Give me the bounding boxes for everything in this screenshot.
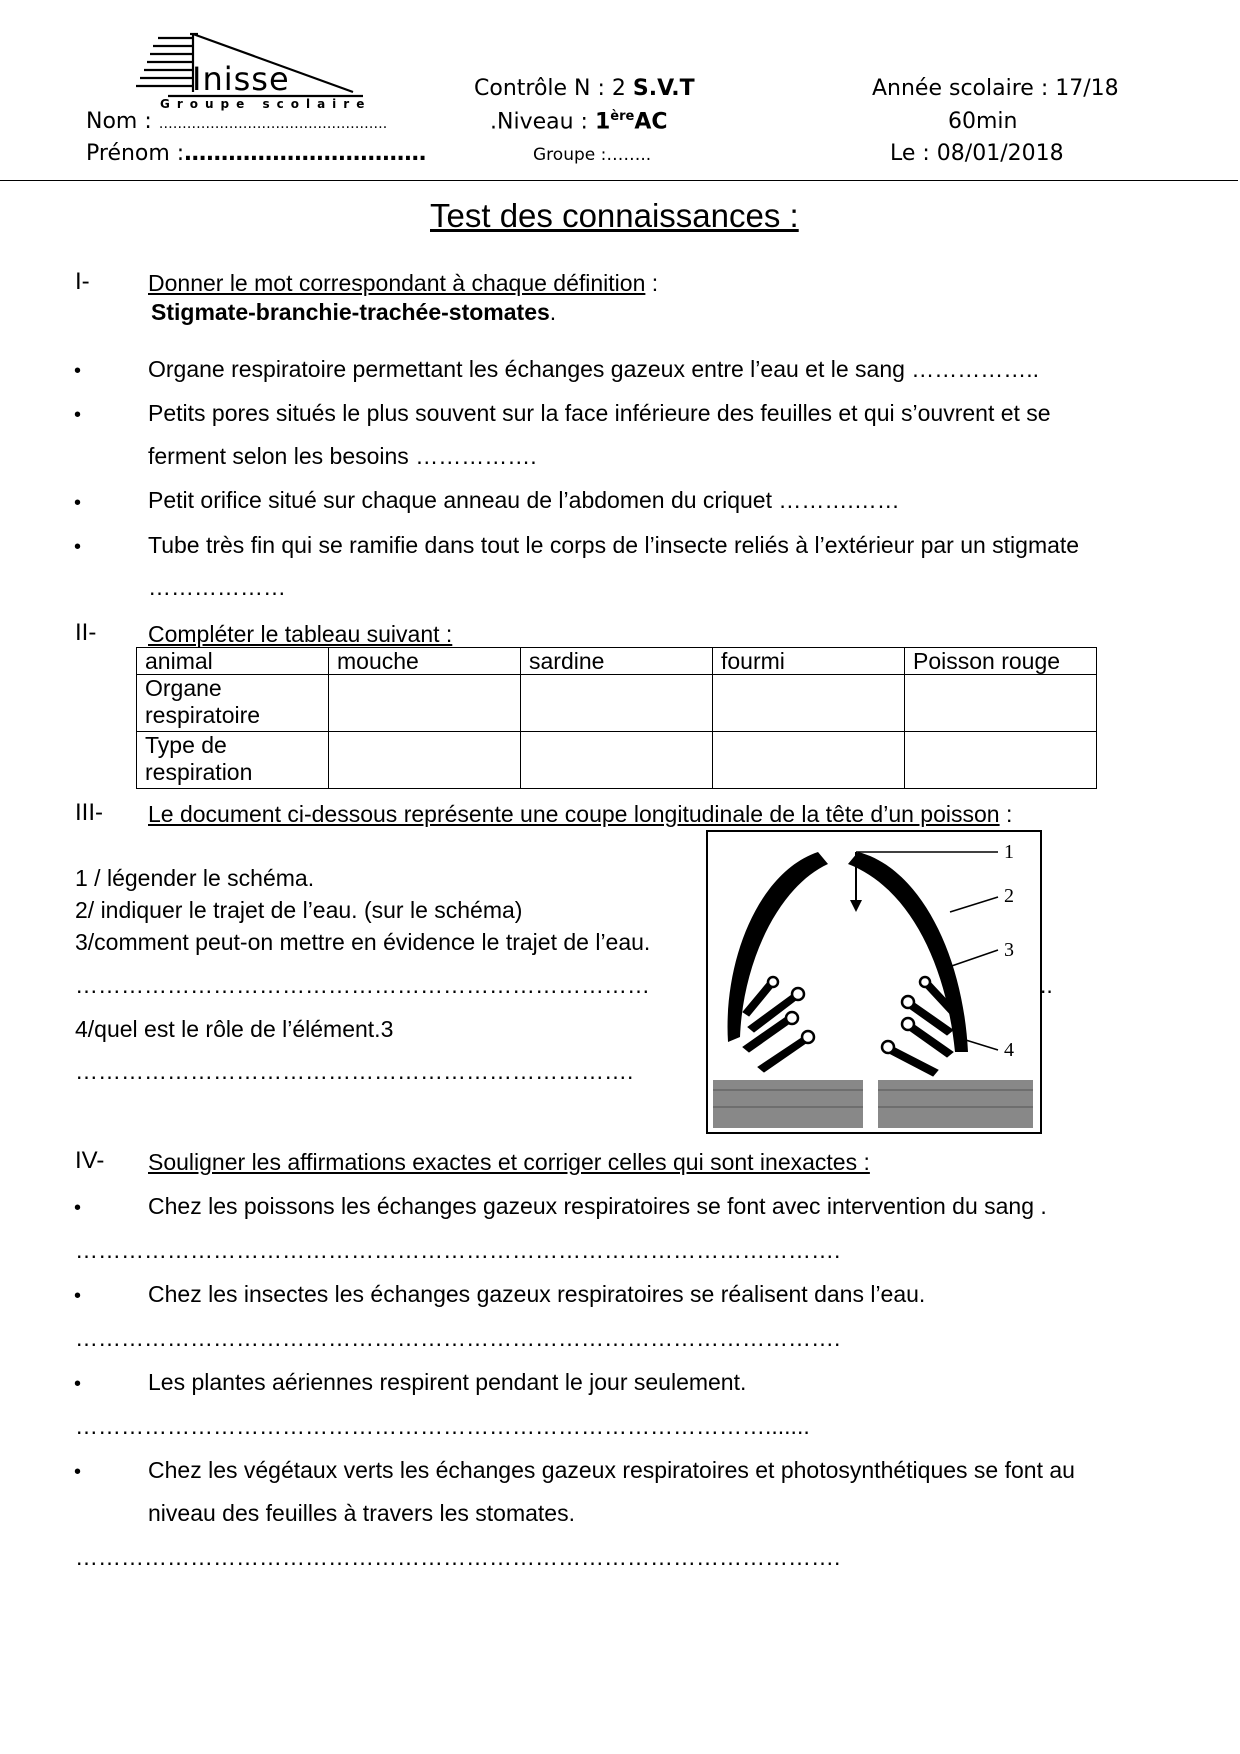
section-3-instruction-text: Le document ci-dessous représente une coupe longitudinale de la tête d’un poisson [148,801,1000,827]
answer-line[interactable]: ………………………………………………………………………………....... [75,1413,810,1439]
answer-line-end: .. [1040,972,1053,998]
section-4-instruction: Souligner les affirmations exactes et corriger celles qui sont inexactes : [148,1149,870,1175]
section-4-item: Chez les végétaux verts les échanges gazeux respiratoires et photosynthétiques se font au [148,1457,1075,1483]
section-4-item: Chez les poissons les échanges gazeux respiratoires se font avec intervention du sang . [148,1193,1047,1219]
table-row-label: Type de respiration [137,732,329,789]
controle-number: Contrôle N : 2 [474,76,626,101]
section-4-item-continuation: niveau des feuilles à travers les stomates. [148,1500,575,1526]
section-2-number: II- [75,619,97,646]
left-jaw [713,1080,863,1128]
section-4-item: Chez les insectes les échanges gazeux respiratoires se réalisent dans l’eau. [148,1281,926,1307]
duree: 60min [948,109,1018,134]
water-arrow-head [850,900,862,912]
section-1-item-continuation: ferment selon les besoins ……………. [148,443,537,469]
table-cell[interactable] [329,732,521,789]
groupe-field: Groupe :…….. [533,145,652,165]
date: Le : 08/01/2018 [890,141,1064,166]
table-cell[interactable] [521,732,713,789]
bullet-iv-3: • [74,1373,82,1395]
question-2: 2/ indiquer le trajet de l’eau. (sur le schéma) [75,897,523,923]
table-row [137,675,1097,732]
section-4-item: Les plantes aériennes respirent pendant le jour seulement. [148,1369,747,1395]
answer-line[interactable]: ………………………………………………………………………………………. [75,1325,841,1351]
label-1: 1 [1004,841,1014,863]
table-header-cell: animal [137,648,329,675]
bullet-2: • [74,404,82,426]
prenom-label: Prénom : [86,141,185,166]
section-1-item-continuation: ……………… [148,574,286,600]
bullet-4: • [74,536,82,558]
section-1-word-list: Stigmate-branchie-trachée-stomates [151,299,550,325]
nom-dots: …………………………………………. [158,116,388,132]
table-cell[interactable] [905,732,1097,789]
bullet-iv-2: • [74,1285,82,1307]
bullet-iv-1: • [74,1197,82,1219]
table-row [137,732,1097,789]
section-3-instruction-suffix: : [999,801,1013,827]
section-1-item: Petits pores situés le plus souvent sur la face inférieure des feuilles et qui s’ouvrent et se [148,400,1051,426]
table-header-cell: Poisson rouge [905,648,1097,675]
page-title: Test des connaissances : [430,197,799,234]
table-row-label: Organe respiratoire [137,675,329,732]
fish-head-svg [708,832,1040,1132]
label-4: 4 [1004,1039,1014,1061]
table-header-cell: fourmi [713,648,905,675]
answer-line[interactable]: ………………………………………………………………………………………. [75,1544,841,1570]
controle-label [474,76,695,101]
bullet-iv-4: • [74,1461,82,1483]
table-cell[interactable] [713,732,905,789]
answer-line[interactable]: ………………………………………………………………………………………. [75,1237,841,1263]
section-1-words-suffix: . [549,299,557,325]
section-1-item: Petit orifice situé sur chaque anneau de l’abdomen du criquet ……….…… [148,487,900,513]
bullet-3: • [74,492,82,514]
header-divider [0,180,1238,181]
table-cell[interactable] [905,675,1097,732]
label-3: 3 [1004,939,1014,961]
prenom-dots: …………………………… [184,141,427,166]
table-header-cell: mouche [329,648,521,675]
section-2-instruction: Compléter le tableau suivant : [148,621,453,647]
label-2: 2 [1004,885,1014,907]
niveau-label [490,109,667,134]
fish-head-diagram [706,830,1042,1134]
section-1-instruction-text: Donner le mot correspondant à chaque définition [148,270,646,296]
section-1-item: Tube très fin qui se ramifie dans tout le corps de l’insecte reliés à l’extérieur par un stigmate [148,532,1080,558]
annee-scolaire: Année scolaire : 17/18 [872,76,1119,101]
nom-label: Nom : [86,109,152,134]
bullet-1: • [74,360,82,382]
niveau-number: 1 [594,109,611,135]
niveau-prefix: .Niveau : [490,109,588,135]
nom-field [86,109,387,134]
logo-subtitle: Groupe scolaire [160,97,372,111]
left-gills [743,977,814,1072]
logo-name: Inisse [192,60,290,98]
section-3-instruction [148,801,1012,828]
right-jaw [878,1080,1033,1128]
table-cell[interactable] [713,675,905,732]
section-4-number: IV- [75,1147,105,1174]
table-cell[interactable] [521,675,713,732]
question-1: 1 / légender le schéma. [75,865,315,891]
niveau-sup: ère [610,109,635,124]
controle-subject: S.V.T [632,76,695,101]
section-1-item: Organe respiratoire permettant les échanges gazeux entre l’eau et le sang …………….. [148,356,1040,382]
section-3-number: III- [75,799,103,826]
respiration-table [136,647,1097,789]
answer-line[interactable]: ………………………………………………………………. [75,1058,634,1084]
section-1-words [151,299,556,326]
table-header-row [137,648,1097,675]
section-1-instruction [148,270,658,297]
table-cell[interactable] [329,675,521,732]
question-3: 3/comment peut-on mettre en évidence le trajet de l’eau. [75,929,651,955]
answer-line[interactable]: ………………………………………………………………… [75,972,650,998]
prenom-field [86,141,426,166]
section-1-instruction-suffix: : [645,270,659,296]
section-1-number: I- [75,268,90,295]
niveau-suffix: AC [634,109,668,135]
table-header-cell: sardine [521,648,713,675]
question-4: 4/quel est le rôle de l’élément.3 [75,1016,394,1042]
leader-2 [950,897,998,912]
